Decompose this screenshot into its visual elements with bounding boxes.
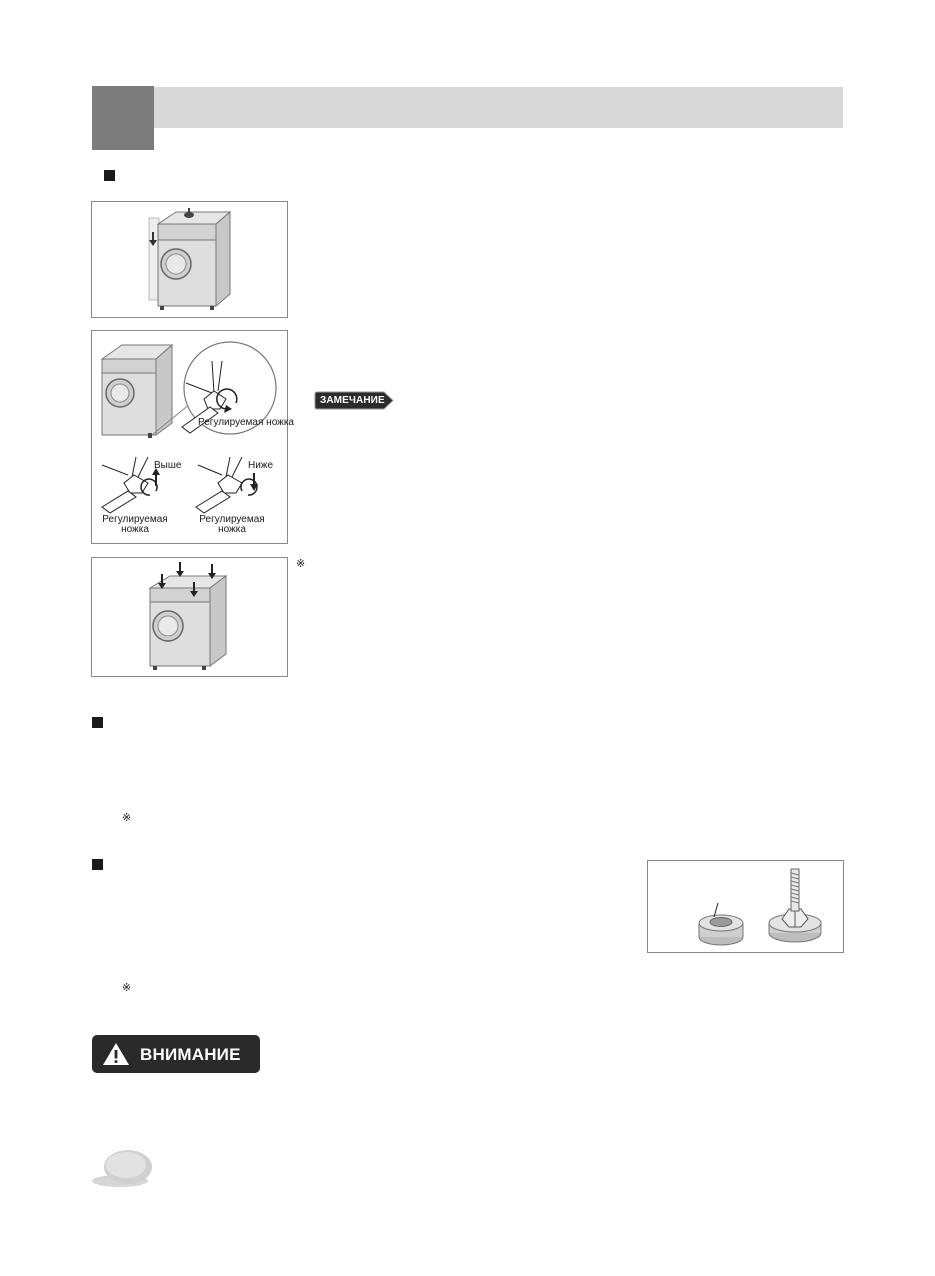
note-badge — [314, 391, 394, 410]
warning-badge — [92, 1035, 260, 1073]
figure-press-corners — [91, 557, 288, 677]
figure-adjust-feet — [91, 330, 294, 544]
note-badge-label: ЗАМЕЧАНИЕ — [320, 395, 385, 406]
label-adjustable-foot-left: Регулируемая ножка — [102, 514, 168, 535]
figure-washer-level — [91, 201, 288, 318]
warning-triangle-icon — [102, 1042, 130, 1066]
page-number-oval — [90, 1148, 156, 1190]
label-lower: Ниже — [248, 460, 274, 471]
label-adjustable-foot-right: Регулируемая ножка — [199, 514, 265, 535]
section-bullet-3 — [92, 859, 103, 870]
warning-label: ВНИМАНИЕ — [140, 1045, 241, 1064]
label-adjustable-foot-top: Регулируемая ножка — [198, 417, 294, 428]
figure-foot-pads — [647, 860, 844, 953]
reference-mark-2: ※ — [122, 812, 132, 824]
reference-mark-3: ※ — [122, 982, 132, 994]
label-higher: Выше — [154, 460, 182, 471]
section-tab-block — [92, 86, 154, 150]
section-bullet-2 — [92, 717, 103, 728]
section-bullet-1 — [104, 170, 115, 181]
reference-mark-1: ※ — [296, 558, 306, 570]
section-header-bar — [154, 87, 843, 128]
